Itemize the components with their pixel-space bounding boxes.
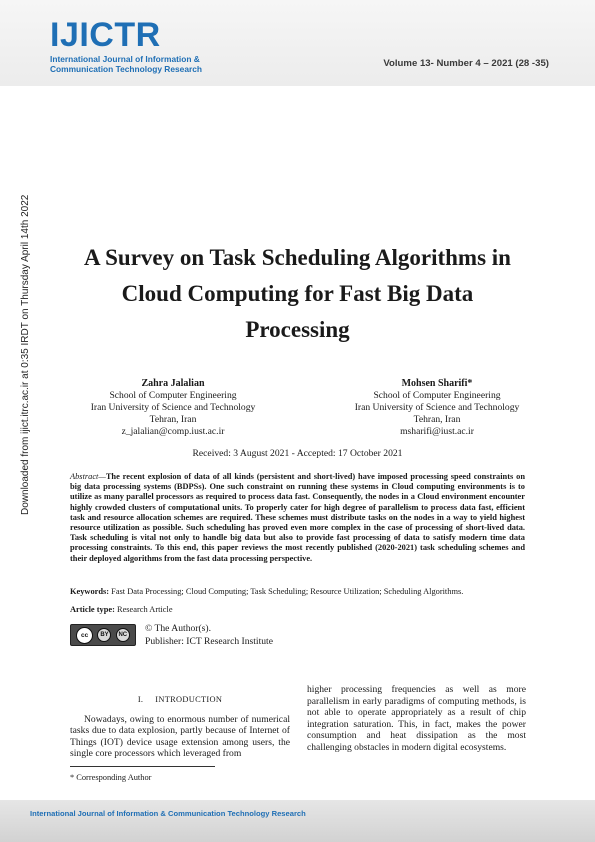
author-name: Zahra Jalalian	[141, 378, 205, 389]
author-university: Iran University of Science and Technology	[90, 402, 256, 413]
issue-info: Volume 13- Number 4 – 2021 (28 -35)	[383, 58, 549, 69]
author-dept: School of Computer Engineering	[373, 390, 501, 401]
publisher-line: Publisher: ICT Research Institute	[145, 635, 273, 647]
body-column-left	[70, 692, 290, 760]
footnote-divider	[70, 766, 215, 767]
author-name: Mohsen Sharifi*	[401, 378, 473, 389]
section-heading	[70, 694, 290, 706]
intro-paragraph: Nowadays, owing to enormous number of numerical tasks due to data explosion, partly because of Internet of Things (IOT) device usage extension among users, the single core processors which leveraged from	[70, 713, 290, 760]
author-email[interactable]: z_jalalian@comp.iust.ac.ir	[121, 426, 225, 437]
keywords-text: Fast Data Processing; Cloud Computing; Task Scheduling; Resource Utilization; Scheduling Algorithms.	[111, 587, 464, 596]
received-dates: Received: 3 August 2021 - Accepted: 17 October 2021	[192, 448, 403, 459]
license-info	[145, 623, 273, 648]
author-city: Tehran, Iran	[413, 414, 461, 425]
noncommercial-icon: NC	[116, 628, 130, 642]
keywords	[70, 586, 525, 597]
copyright-line: © The Author(s).	[145, 623, 211, 634]
section-title: INTRODUCTION	[155, 695, 223, 704]
author-block-2	[332, 378, 542, 438]
footer-band	[0, 800, 595, 842]
body-column-right	[307, 684, 526, 754]
author-city: Tehran, Iran	[149, 414, 197, 425]
abstract-label: Abstract—	[70, 472, 106, 481]
journal-logo: IJICTR	[50, 16, 161, 54]
journal-name	[50, 54, 250, 74]
creative-commons-badge[interactable]	[70, 624, 136, 646]
author-block-1	[68, 378, 278, 438]
journal-name-line1: International Journal of Information &	[50, 54, 200, 64]
abstract-body: The recent explosion of data of all kinds (persistent and short-lived) have imposed processing speed constraints on big data processing systems (BDPSs). One such constraint on running these systems in Cloud computing environments is to utilize as many parallel processors as required to process data fast. Consequently, the nodes in a Cloud environment encounter highly crowded clusters of computational units. To properly cater for high degree of parallelism to process data fast, efficient task and resource allocation schemes are required. These schemes must distribute tasks on the nodes in a way to yield highest resource utilization as possible. Such scheduling has proved even more complex in the case of processing of short-lived data. Task scheduling is vital not only to handle big data but also to provide fast processing of data to satisfy modern time data processing constraints. To this end, this paper reviews the most recently published (2020-2021) task scheduling schemes and their deployed algorithms from the fast data processing perspective.	[70, 472, 525, 563]
author-dept: School of Computer Engineering	[109, 390, 237, 401]
author-university: Iran University of Science and Technology	[354, 402, 520, 413]
section-number: I.	[137, 695, 144, 704]
article-type	[70, 605, 173, 614]
abstract	[70, 472, 525, 564]
cc-icon: cc	[76, 627, 93, 644]
attribution-icon: BY	[97, 628, 111, 642]
intro-paragraph-continued: higher processing frequencies as well as more parallelism in early paradigms of computing methods, is not able to operate appropriately as a result of chip integration saturation. This, in fact, makes the power consumption and heat dissipation as the most challenging obstacles in modern digital ecosystems.	[307, 684, 526, 753]
keywords-label: Keywords:	[70, 587, 110, 596]
journal-name-line2: Communication Technology Research	[50, 64, 203, 74]
author-email[interactable]: msharifi@iust.ac.ir	[400, 426, 474, 437]
footer-journal-name: International Journal of Information & Communication Technology Research	[30, 809, 306, 818]
paper-title: A Survey on Task Scheduling Algorithms in Cloud Computing for Fast Big Data Processing	[84, 245, 511, 342]
article-type-label: Article type:	[70, 605, 115, 614]
article-type-value: Research Article	[116, 605, 173, 614]
footnote: * Corresponding Author	[70, 773, 152, 782]
download-watermark: Downloaded from ijict.itrc.ac.ir at 0:35 IRDT on Thursday April 14th 2022	[20, 194, 31, 515]
